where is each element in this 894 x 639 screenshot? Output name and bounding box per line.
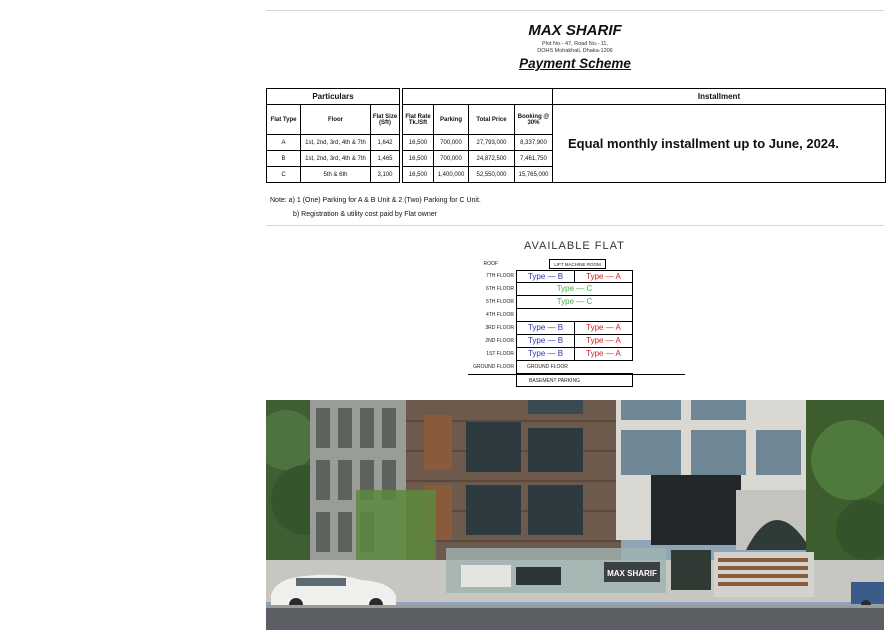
floor-label-ground: GROUND FLOOR (473, 364, 514, 370)
col-booking: Booking @ 30% (515, 105, 553, 135)
flat-2-type-b: Type — B (516, 334, 575, 348)
installment-header: Installment (553, 89, 886, 105)
project-title: MAX SHARIF (528, 22, 622, 39)
col-parking: Parking (434, 105, 469, 135)
address-line-1: Plot No.- 47, Road No.- 11, (542, 41, 608, 47)
address-line-2: DOHS Mohakhali, Dhaka-1206 (537, 48, 613, 54)
building-render-image (266, 400, 884, 630)
ground-floor-cell: GROUND FLOOR (516, 360, 633, 374)
lift-machine-room: LIFT MACHINE ROOM (549, 259, 606, 269)
flat-3-type-b: Type — B (516, 321, 575, 335)
flat-7-type-a: Type — A (574, 270, 633, 283)
flat-5-type-c: Type — C (516, 295, 633, 309)
flat-6-type-c: Type — C (516, 282, 633, 296)
flat-1-type-a: Type — A (574, 347, 633, 361)
flat-7-type-b: Type — B (516, 270, 575, 283)
building-sign: MAX SHARIF (607, 569, 657, 578)
col-floor: Floor (301, 105, 371, 135)
floor-label-5: 5TH FLOOR (485, 299, 514, 305)
floor-label-7: 7TH FLOOR (485, 273, 514, 279)
floor-label-3: 3RD FLOOR (485, 325, 514, 331)
particulars-header: Particulars (267, 89, 400, 105)
flat-1-type-b: Type — B (516, 347, 575, 361)
floor-label-1: 1ST FLOOR (486, 351, 514, 357)
flat-2-type-a: Type — A (574, 334, 633, 348)
table-row: C 5th & 6th 3,100 16,500 1,400,000 52,550,000 15,765,000 (267, 167, 886, 183)
floor-label-6: 6TH FLOOR (485, 286, 514, 292)
flat-4-empty (516, 308, 633, 322)
col-flat-rate: Flat Rate Tk./Sft (403, 105, 434, 135)
basement-parking-cell: BASEMENT PARKING (516, 374, 633, 387)
top-divider (266, 10, 884, 11)
available-flat-title: AVAILABLE FLAT (524, 240, 625, 252)
col-flat-size: Flat Size (Sft) (371, 105, 400, 135)
roof-label: ROOF (483, 261, 498, 267)
note-line-2: b) Registration & utility cost paid by Flat owner (293, 211, 437, 218)
table-row: B 1st, 2nd, 3rd, 4th & 7th 1,465 16,500 700,000 24,872,500 7,461,750 (267, 151, 886, 167)
col-total-price: Total Price (469, 105, 515, 135)
note-line-1: Note: a) 1 (One) Parking for A & B Unit & 2 (Two) Parking for C Unit. (270, 197, 481, 204)
flat-3-type-a: Type — A (574, 321, 633, 335)
payment-scheme-title: Payment Scheme (519, 56, 631, 71)
payment-table (266, 88, 886, 183)
table-row: A 1st, 2nd, 3rd, 4th & 7th 1,642 16,500 700,000 27,793,000 8,337,900 (267, 135, 886, 151)
floor-label-2: 2ND FLOOR (485, 338, 514, 344)
floor-label-4: 4TH FLOOR (485, 312, 514, 318)
middle-divider (266, 225, 884, 226)
installment-text: Equal monthly installment up to June, 2024. (553, 105, 886, 183)
col-flat-type: Flat Type (267, 105, 301, 135)
price-header-blank (403, 89, 553, 105)
